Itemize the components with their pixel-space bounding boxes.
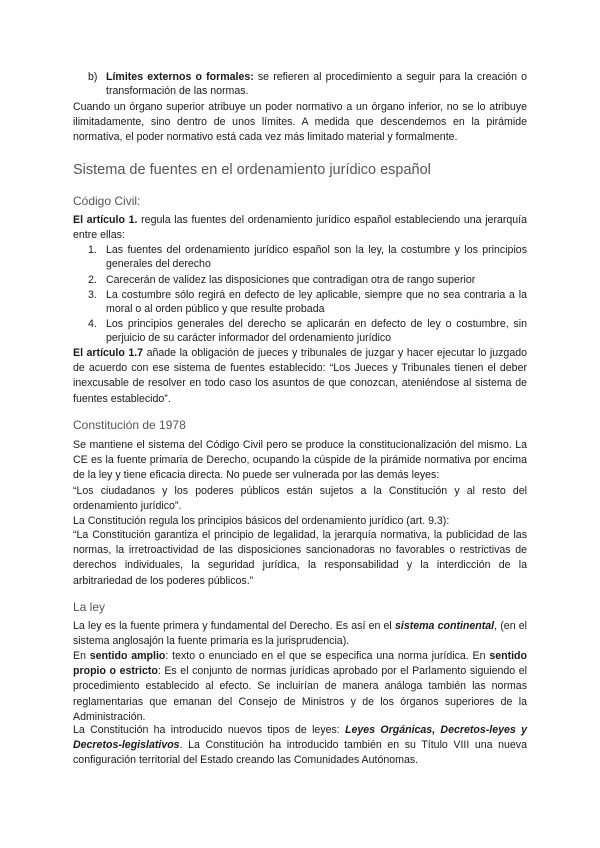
list-text: Carecerán de validez las disposiciones que contradigan otra de rango superior xyxy=(106,274,476,286)
list-text: La costumbre sólo regirá en defecto de ley aplicable, siempre que no sea contraria a la moral o al orden público y que resulte probada xyxy=(106,289,527,316)
constitucion-quote-2: “La Constitución garantiza el principio de legalidad, la jerarquía normativa, la publicidad de las normas, la irretroactividad de las disposiciones sancionadoras no favorables o restrictivas de derechos individuales, la seguridad jurídica, la responsabilidad y la interdicción de la arbitrariedad de los poderes públicos.” xyxy=(73,529,527,587)
subheading-la-ley: La ley xyxy=(73,600,106,614)
ley-text: : texto o enunciado en el que se especifica una norma jurídica. En xyxy=(165,650,490,662)
article-1-text: regula las fuentes del ordenamiento jurídico español estableciendo una jerarquía entre ellas: xyxy=(73,214,528,242)
article-1-paragraph xyxy=(73,213,527,243)
ley-paragraph-3 xyxy=(73,723,527,769)
ley-text: La ley es la fuente primera y fundamental del Derecho. Es así en el xyxy=(73,620,395,632)
list-number: 1. xyxy=(88,244,97,256)
list-number: 3. xyxy=(88,289,97,301)
article-1-7-paragraph xyxy=(73,346,527,407)
article-1-label: El artículo 1. xyxy=(73,214,138,226)
ley-paragraph-2 xyxy=(73,649,527,725)
section-heading-sistema: Sistema de fuentes en el ordenamiento jurídico español xyxy=(73,162,431,178)
intro-paragraph: Cuando un órgano superior atribuye un poder normativo a un órgano inferior, no se lo atribuye ilimitadamente, sino dentro de unos límites. A medida que descendemos en la pirámide normativa, el poder normativo está cada vez más limitado material y formalmente. xyxy=(73,101,527,144)
list-item xyxy=(88,288,527,316)
ley-text: En xyxy=(73,650,90,662)
list-number: 4. xyxy=(88,318,97,330)
constitucion-paragraph-1: Se mantiene el sistema del Código Civil pero se produce la constitucionalización del mismo. La CE es la fuente primaria de Derecho, ocupando la cúspide de la pirámide normativa por encima de la ley y tiene eficacia directa. No puede ser vulnerada por las demás leyes: xyxy=(73,439,527,482)
constitucion-quote-1: “Los ciudadanos y los poderes públicos están sujetos a la Constitución y al resto del ordenamiento jurídico”. xyxy=(73,485,527,513)
ley-text: : Es el conjunto de normas jurídicas aprobado por el Parlamento siguiendo el procedimiento establecido al efecto. Se incluirían de manera análoga también las normas reglamentarias que emanan del Consejo de Ministros y de los órganos superiores de la Administración. xyxy=(73,665,527,723)
list-item xyxy=(88,317,527,345)
list-item-text: se refieren al procedimiento a seguir para la creación o transformación de las normas. xyxy=(106,71,527,98)
ley-text: La Constitución ha introducido nuevos tipos de leyes: xyxy=(73,724,346,736)
list-item xyxy=(88,273,527,287)
article-1-7-label: El artículo 1.7 xyxy=(73,347,144,359)
list-text: Los principios generales del derecho se aplicarán en defecto de ley o costumbre, sin perjuicio de su carácter informador del ordenamiento jurídico xyxy=(106,318,527,345)
list-item-bold: Límites externos o formales: xyxy=(106,71,254,83)
article-1-7-text: añade la obligación de jueces y tribunales de juzgar y hacer ejecutar lo juzgado de acuerdo con ese sistema de fuentes establecido: “Los Jueces y Tribunales tienen el deber inexcusable de resolver en todo caso los asuntos de que conozcan, ateniéndose al sistema de fuentes establecido”. xyxy=(73,347,527,405)
constitucion-paragraph-2: La Constitución regula los principios básicos del ordenamiento jurídico (art. 9.3): xyxy=(73,515,450,527)
ley-emphasis: sistema continental xyxy=(394,620,495,632)
list-marker: b) xyxy=(88,71,98,83)
list-item xyxy=(88,243,527,271)
subheading-constitucion: Constitución de 1978 xyxy=(73,418,186,432)
list-item-b xyxy=(88,70,527,98)
list-text: Las fuentes del ordenamiento jurídico español son la ley, la costumbre y los principios generales del derecho xyxy=(106,244,527,271)
subheading-codigo-civil: Código Civil: xyxy=(73,194,141,208)
ley-term: sentido propio o estricto xyxy=(73,650,527,678)
list-number: 2. xyxy=(88,274,97,286)
ley-text: , (en el sistema anglosajón la fuente primaria es la jurisprudencia). xyxy=(73,620,528,648)
ley-text: . La Constitución ha introducido también en su Título VIII una nueva configuración territorial del Estado creando las Comunidades Autónomas. xyxy=(73,739,527,767)
ley-term: sentido amplio xyxy=(89,650,166,662)
ley-paragraph-1 xyxy=(73,619,527,649)
ley-emphasis: Leyes Orgánicas, Decretos-leyes y Decretos-legislativos xyxy=(73,724,527,752)
